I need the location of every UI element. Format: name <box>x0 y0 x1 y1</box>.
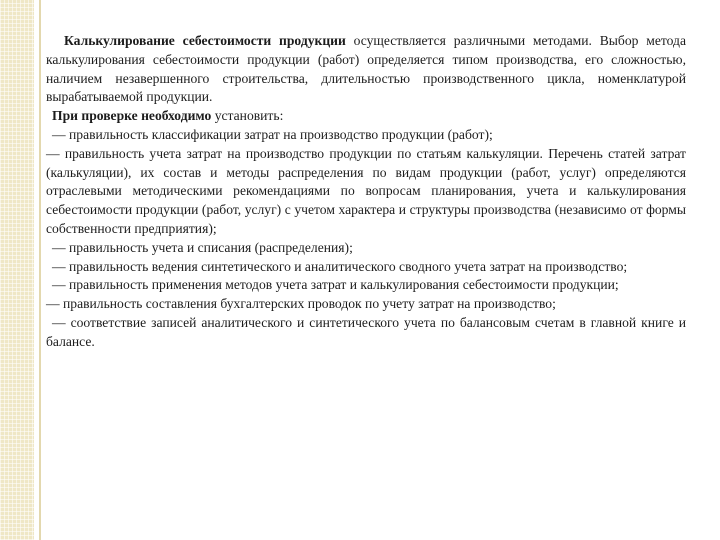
check-heading-text: установить: <box>211 108 284 124</box>
list-item: — правильность учета и списания (распределения); <box>52 239 353 255</box>
intro-paragraph <box>46 32 686 107</box>
check-heading-paragraph <box>46 107 686 126</box>
list-item: — правильность классификации затрат на производство продукции (работ); <box>52 126 493 142</box>
intro-bold-phrase: Калькулирование себестоимости продукции <box>64 33 346 48</box>
list-item: — правильность применения методов учета затрат и калькулирования себестоимости продукции; <box>52 277 619 293</box>
intro-paragraph-text: осуществляется различными методами. Выбор метода калькулирования себестоимости продукции (работ) определяется типом производства, его сложностью, наличием незавершенного строительства, длительностью производственного цикла, номенклатурой вырабатываемой продукции. <box>46 33 686 105</box>
decorative-side-line <box>39 0 41 540</box>
decorative-side-pattern <box>0 0 34 540</box>
check-heading-bold-phrase: При проверке необходимо <box>52 108 212 124</box>
list-item: — соответствие записей аналитического и синтетического учета по балансовым счетам в главной книге и балансе. <box>46 314 686 349</box>
list-item: — правильность ведения синтетического и аналитического сводного учета затрат на производство; <box>52 258 628 274</box>
list-item: — правильность учета затрат на производство продукции по статьям калькуляции. Перечень статей затрат (калькуляции), их состав и методы распределения по видам продукции (работ, услуг) определяются отраслевыми методическими рекомендациями по вопросам планирования, учета и калькулирования себестоимости продукции (работ, услуг) с учетом характера и структуры производства (независимо от формы собственности предприятия); <box>46 145 686 236</box>
list-item: — правильность составления бухгалтерских проводок по учету затрат на производство; <box>46 296 556 312</box>
slide-body-text <box>46 32 686 352</box>
